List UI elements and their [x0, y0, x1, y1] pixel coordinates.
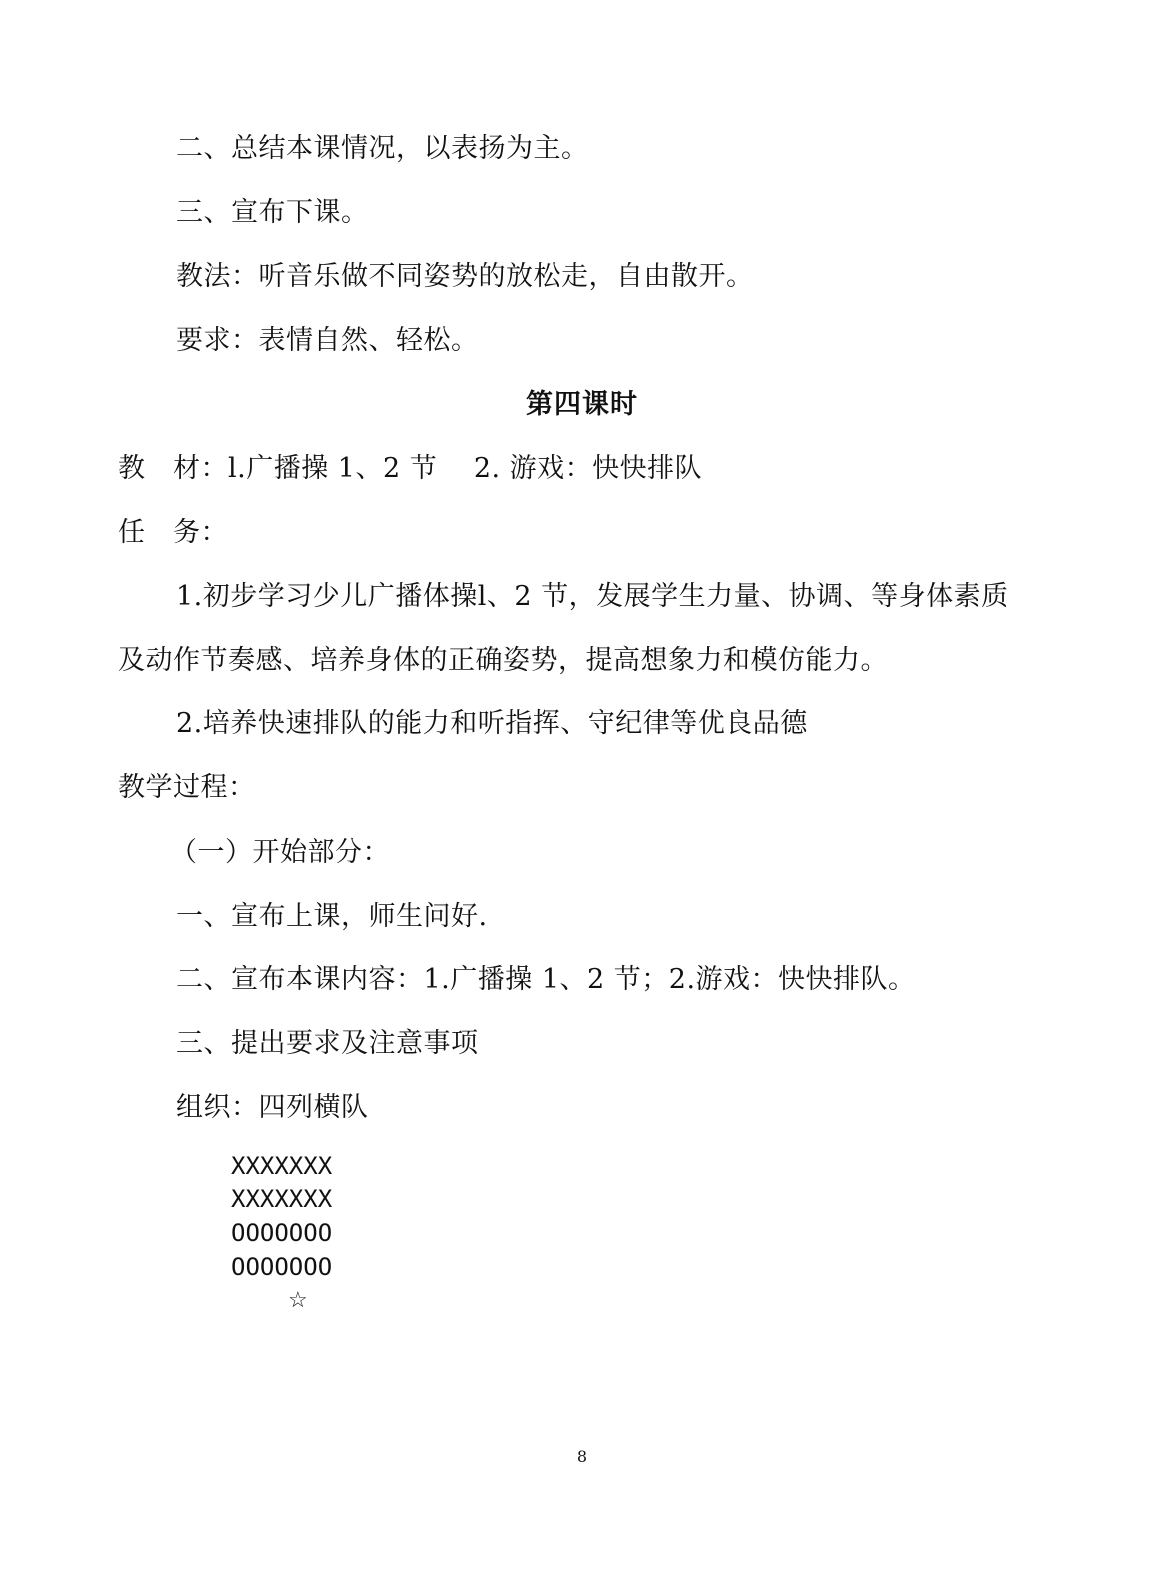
requirement-line: 要求：表情自然、轻松。	[176, 325, 479, 356]
process-heading: 教学过程：	[118, 772, 256, 803]
method-line: 教法：听音乐做不同姿势的放松走，自由散开。	[176, 261, 754, 292]
part-1-heading: （一）开始部分：	[170, 837, 390, 868]
section-title: 第四课时	[526, 389, 638, 420]
step-3-line: 三、提出要求及注意事项	[176, 1028, 479, 1059]
task-1-line-b: 及动作节奏感、培养身体的正确姿势，提高想象力和模仿能力。	[118, 645, 888, 676]
task-1-line-a: 1.初步学习少儿广播体操l、2 节，发展学生力量、协调、等身体素质	[176, 581, 1009, 612]
materials-line: 教 材：l.广播操 1、2 节 2. 游戏：快快排队	[118, 453, 703, 484]
task-heading: 任 务：	[118, 517, 228, 548]
summary-line: 二、总结本课情况，以表扬为主。	[176, 133, 589, 164]
dismiss-line: 三、宣布下课。	[176, 197, 369, 228]
formation-row-4: OOOOOOO	[231, 1253, 333, 1281]
formation-row-3: OOOOOOO	[231, 1219, 333, 1247]
teacher-star-icon: ☆	[288, 1288, 308, 1313]
step-1-line: 一、宣布上课，师生问好.	[176, 901, 488, 932]
page-number: 8	[576, 1447, 588, 1466]
step-2-line: 二、宣布本课内容：1.广播操 1、2 节；2.游戏：快快排队。	[176, 964, 916, 995]
formation-row-1: XXXXXXX	[231, 1152, 333, 1180]
task-2-line: 2.培养快速排队的能力和听指挥、守纪律等优良品德	[176, 708, 808, 739]
organization-line: 组织：四列横队	[176, 1092, 369, 1123]
formation-row-2: XXXXXXX	[231, 1185, 333, 1213]
